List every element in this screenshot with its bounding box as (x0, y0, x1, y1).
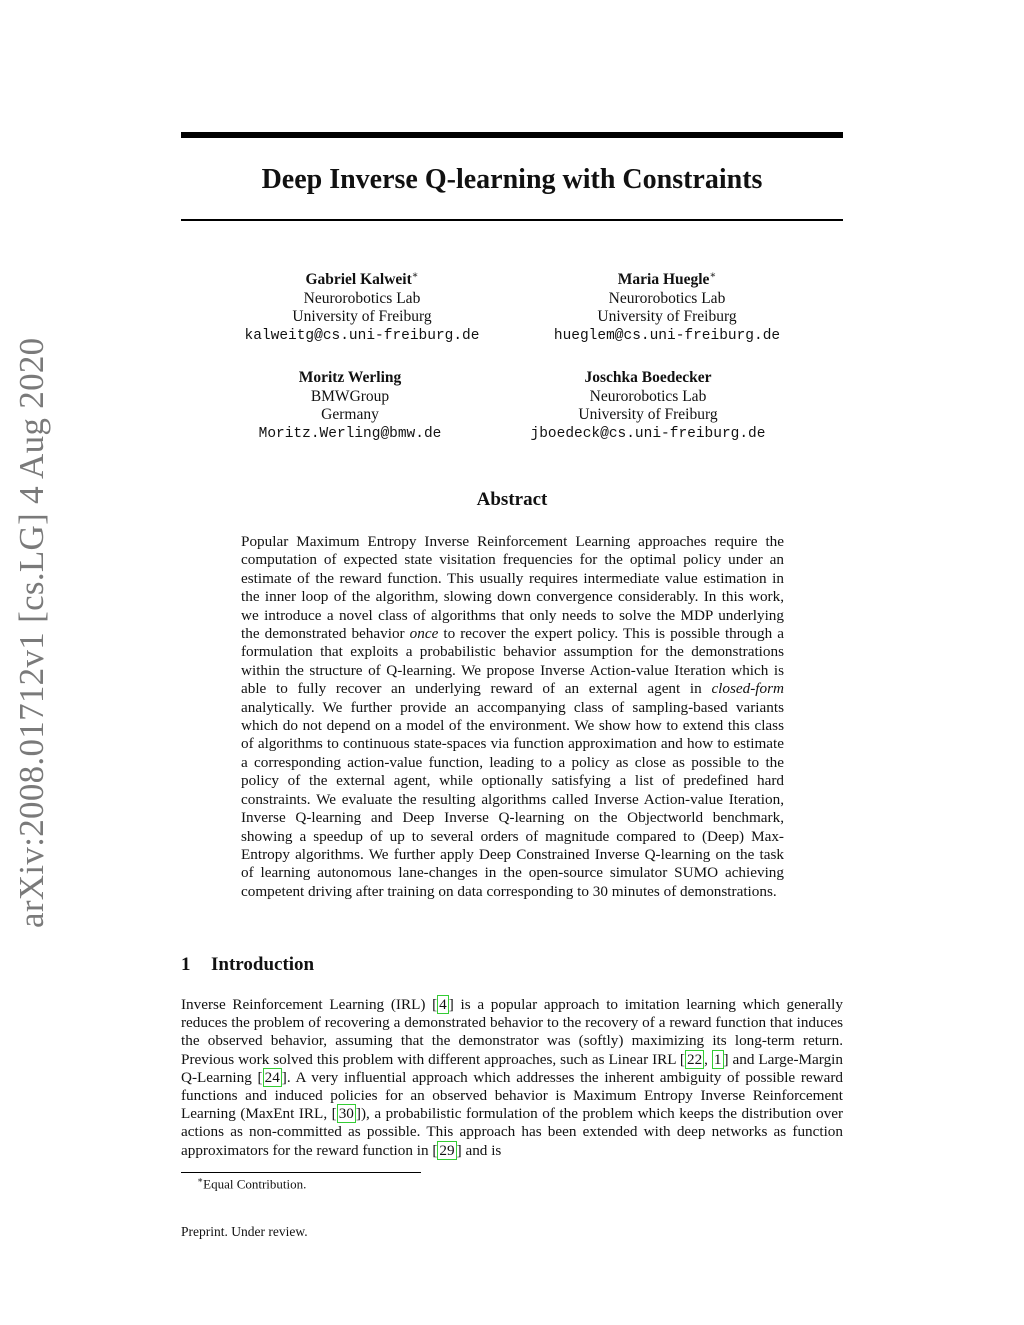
author-name: Moritz Werling (298, 369, 402, 386)
author-name: Maria Huegle (617, 271, 710, 289)
citation-link[interactable]: 22 (686, 1050, 703, 1068)
author-marker: ∗ (709, 270, 717, 281)
abstract-text: Popular Maximum Entropy Inverse Reinforcement Learning approaches require the computation of expected state visitation frequencies for the optimal policy under an estimate of the reward function. This usually requires intermediate value estimation in the inner loop of the algorithm, slowing down convergence considerably. In this work, we introduce a novel class of algorithms that only needs to solve the MDP underlying the demonstrated behavior (241, 533, 784, 643)
author-name: Joschka Boedecker (584, 369, 712, 386)
citation-link[interactable]: 1 (713, 1050, 722, 1068)
abstract-emphasis: once (409, 625, 439, 643)
intro-text: ]), a probabilistic formulation of the problem which keeps the distribution over actions as non-committed as possible. This approach has been extended with deep networks as function approximators for the reward function in [ (181, 1105, 844, 1159)
author-block-2 (517, 267, 817, 345)
citation-link[interactable]: 30 (338, 1105, 354, 1123)
paper-title: Deep Inverse Q-learning with Constraints (261, 164, 763, 195)
footnote-rule (181, 1172, 421, 1173)
abstract-text: to recover the expert policy. This is possible through a formulation that exploits a probabilistic behavior assumption for the demonstrations within the structure of Q-learning. We propose Inverse Action-value Iteration which is able to fully recover an underlying reward of an external agent in (241, 625, 784, 698)
author-email: jboedeck@cs.uni-freiburg.de (530, 425, 766, 442)
abstract-heading: Abstract (476, 489, 548, 510)
preprint-note: Preprint. Under review. (181, 1224, 308, 1239)
title-rule-top (181, 132, 843, 138)
author-email: hueglem@cs.uni-freiburg.de (553, 327, 781, 344)
author-block-3 (200, 369, 500, 443)
intro-text: ] and Large-Margin Q-Learning [ (181, 1050, 843, 1086)
intro-text: ] is a popular approach to imitation learning which generally reduces the problem of recovering a demonstrated behavior to the recovery of a reward function that induces the observed behavior, assuming that the demonstrator was (softly) maximizing its long-term return. Previous work solved this problem with different approaches, such as Linear IRL [ (181, 996, 843, 1068)
author-affiliation: Germany (321, 406, 379, 423)
abstract-emphasis: closed-form (711, 680, 784, 698)
author-affiliation: Neurorobotics Lab (303, 289, 421, 307)
author-email: kalweitg@cs.uni-freiburg.de (244, 327, 480, 344)
intro-text: Inverse Reinforcement Learning (IRL) [ (181, 996, 438, 1013)
author-affiliation: BMWGroup (310, 387, 390, 405)
footnote-marker: ∗ (197, 1175, 204, 1185)
author-marker: ∗ (411, 270, 419, 281)
footnote-text: Equal Contribution. (203, 1176, 307, 1192)
title-rule-bottom (181, 219, 843, 221)
citation-link[interactable]: 24 (264, 1068, 280, 1086)
abstract-text: analytically. We further provide an accompanying class of sampling-based variants which do not depend on a model of the environment. We show how to extend this class of algorithms to continuous state-spaces via function approximation and how to estimate a corresponding action-value function, leading to a policy as close as possible to the policy of the external agent, while optionally satisfying a list of predefined hard constraints. We evaluate the resulting algorithms called Inverse Action-value Iteration, Inverse Q-learning and Deep Inverse Q-learning on the Objectworld benchmark, showing a speedup of up to several orders of magnitude compared to (Deep) Max-Entropy algorithms. We further apply Deep Constrained Inverse Q-learning on the task of learning autonomous lane-changes in the open-source simulator SUMO achieving competent driving after training on data corresponding to 30 minutes of demonstrations. (241, 698, 784, 900)
introduction-body (181, 996, 843, 1160)
arxiv-identifier-stamp: arXiv:2008.01712v1 [cs.LG] 4 Aug 2020 (12, 337, 51, 928)
author-affiliation: Neurorobotics Lab (589, 387, 707, 405)
author-name: Gabriel Kalweit (305, 271, 412, 289)
section-title: Introduction (211, 954, 315, 975)
section-heading-introduction (181, 954, 314, 976)
intro-text: ] and is (456, 1141, 502, 1159)
intro-text: ]. A very influential approach which addresses the inherent ambiguity of possible reward functions and induced policies for an observed behavior is Maximum Entropy Inverse Reinforcement Learning (MaxEnt IRL, [ (181, 1068, 844, 1123)
author-block-1 (212, 267, 512, 345)
author-affiliation: University of Freiburg (597, 308, 737, 326)
intro-text: , (704, 1050, 712, 1068)
author-affiliation: Neurorobotics Lab (608, 289, 726, 307)
section-number: 1 (181, 954, 191, 975)
citation-link[interactable]: 29 (439, 1141, 455, 1159)
author-affiliation: University of Freiburg (578, 406, 718, 423)
citation-link[interactable]: 4 (439, 996, 447, 1013)
footnote (197, 1175, 306, 1192)
abstract-body (241, 533, 784, 901)
author-affiliation: University of Freiburg (292, 308, 432, 326)
author-block-4 (498, 369, 798, 443)
author-email: Moritz.Werling@bmw.de (258, 425, 442, 442)
